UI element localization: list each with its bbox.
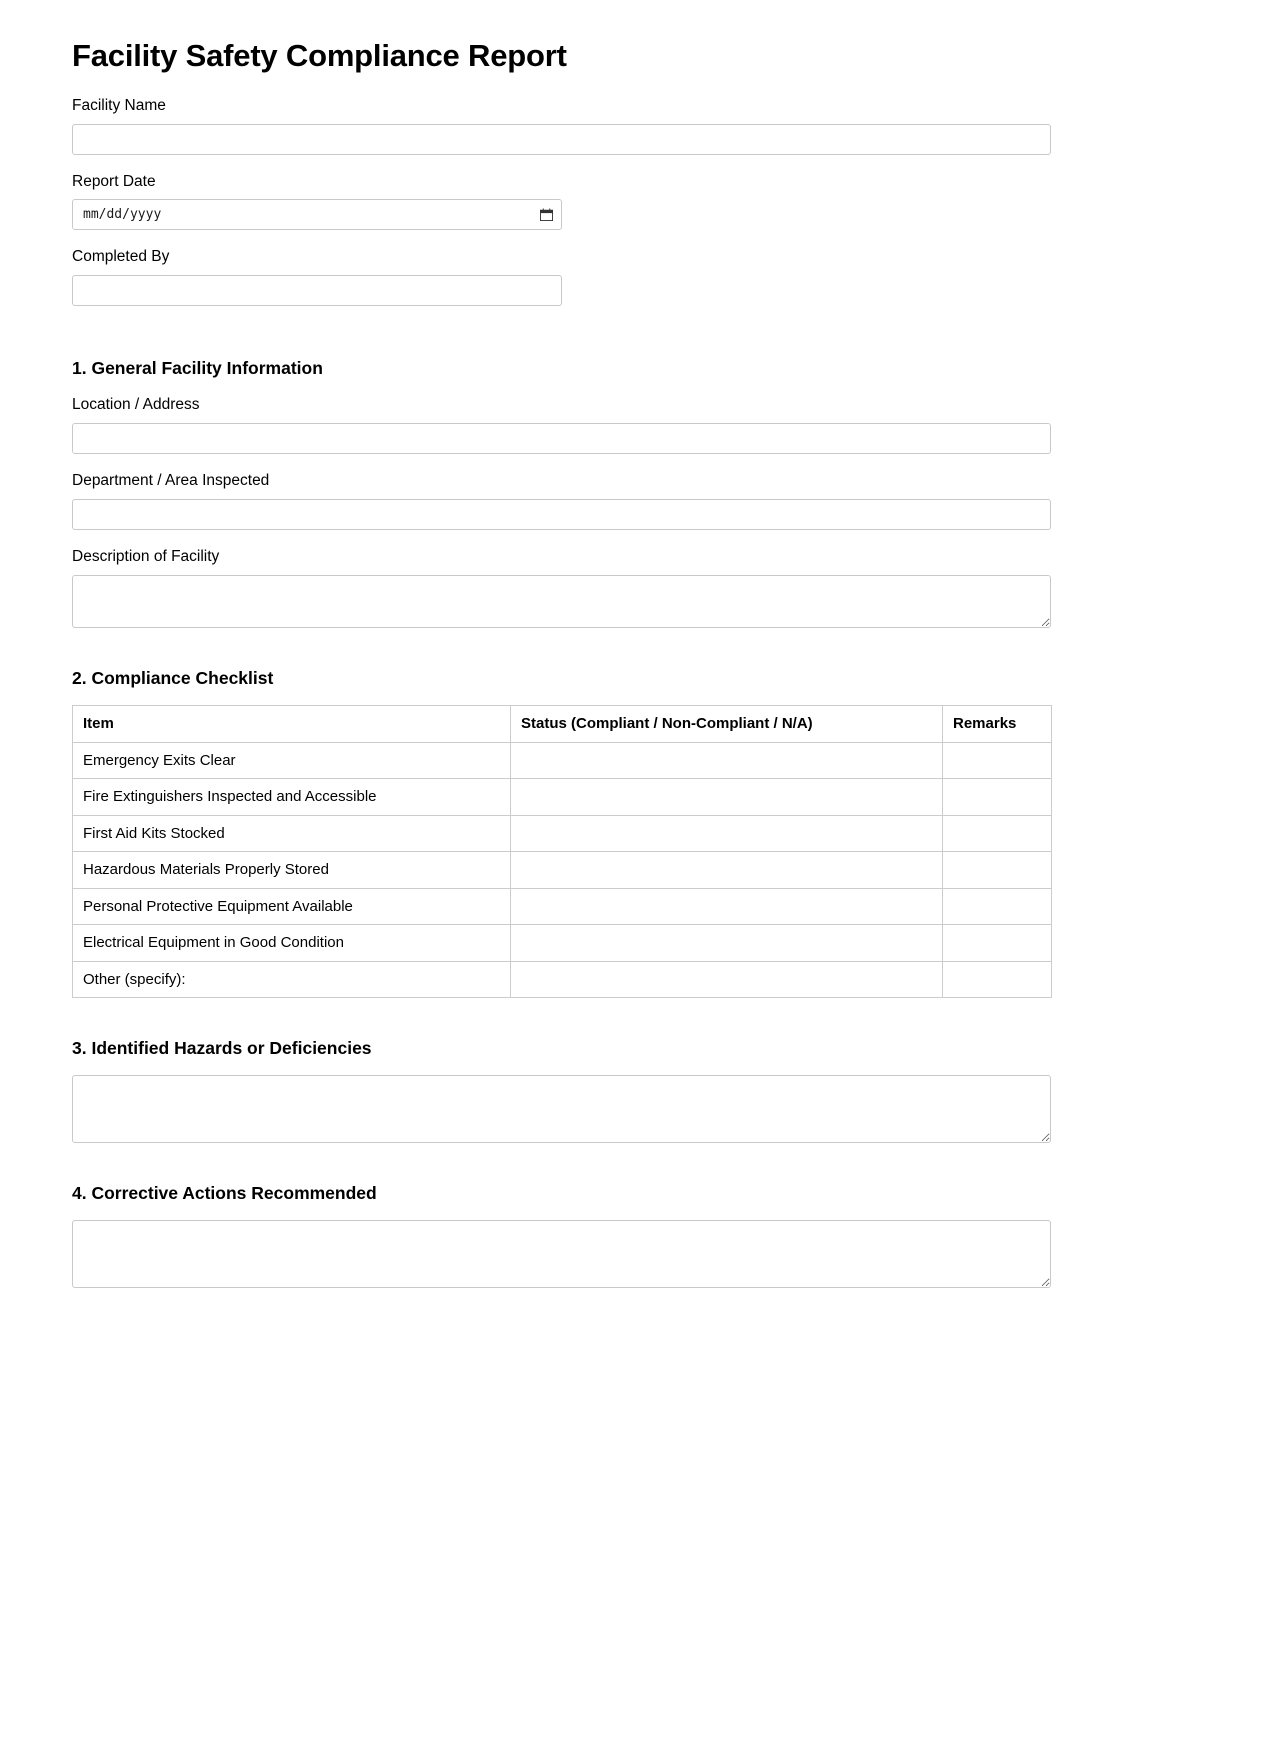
table-row: [73, 852, 1052, 889]
completed-by-input[interactable]: [72, 275, 562, 306]
description-label: Description of Facility: [72, 548, 220, 566]
checklist-remarks-cell[interactable]: [943, 852, 1052, 889]
field-description: [72, 547, 1191, 628]
checklist-remarks-cell[interactable]: [943, 888, 1052, 925]
checklist-body: [73, 742, 1052, 998]
checklist-status-cell[interactable]: [511, 742, 943, 779]
checklist-item-label: Electrical Equipment in Good Condition: [73, 925, 511, 962]
department-label: Department / Area Inspected: [72, 472, 270, 490]
completed-by-label: Completed By: [72, 248, 170, 266]
checklist-remarks-cell[interactable]: [943, 961, 1052, 998]
checklist-status-cell[interactable]: [511, 888, 943, 925]
corrective-actions-textarea[interactable]: [72, 1220, 1051, 1288]
department-input[interactable]: [72, 499, 1051, 530]
report-date-label: Report Date: [72, 172, 156, 190]
field-report-date: [72, 172, 1191, 231]
column-header-status: Status (Compliant / Non-Compliant / N/A): [511, 706, 943, 743]
report-date-placeholder: mm/dd/yyyy: [83, 207, 162, 223]
checklist-remarks-cell[interactable]: [943, 779, 1052, 816]
checklist-item-label: First Aid Kits Stocked: [73, 815, 511, 852]
column-header-remarks: Remarks: [943, 706, 1052, 743]
page-title: Facility Safety Compliance Report: [72, 38, 567, 73]
checklist-status-cell[interactable]: [511, 779, 943, 816]
table-row: [73, 961, 1052, 998]
table-row: [73, 815, 1052, 852]
checklist-remarks-cell[interactable]: [943, 925, 1052, 962]
field-location: [72, 395, 1191, 454]
table-row: [73, 742, 1052, 779]
checklist-status-cell[interactable]: [511, 925, 943, 962]
checklist-status-cell[interactable]: [511, 815, 943, 852]
table-header-row: [73, 706, 1052, 743]
description-textarea[interactable]: [72, 575, 1051, 628]
section-heading-general: 1. General Facility Information: [72, 358, 323, 379]
table-row: [73, 888, 1052, 925]
compliance-checklist-table: [72, 705, 1052, 998]
checklist-remarks-cell[interactable]: [943, 742, 1052, 779]
table-row: [73, 779, 1052, 816]
checklist-status-cell[interactable]: [511, 961, 943, 998]
hazards-textarea[interactable]: [72, 1075, 1051, 1143]
location-input[interactable]: [72, 423, 1051, 454]
checklist-item-label: Hazardous Materials Properly Stored: [73, 852, 511, 889]
facility-name-input[interactable]: [72, 124, 1051, 155]
section-heading-checklist: 2. Compliance Checklist: [72, 668, 274, 689]
checklist-item-label: Fire Extinguishers Inspected and Accessible: [73, 779, 511, 816]
field-facility-name: [72, 96, 1191, 155]
field-department: [72, 471, 1191, 530]
checklist-status-cell[interactable]: [511, 852, 943, 889]
location-label: Location / Address: [72, 396, 200, 414]
checklist-item-label: Other (specify):: [73, 961, 511, 998]
field-completed-by: [72, 247, 1191, 306]
table-row: [73, 925, 1052, 962]
report-date-input[interactable]: [72, 199, 562, 230]
calendar-icon[interactable]: [540, 208, 553, 221]
checklist-item-label: Personal Protective Equipment Available: [73, 888, 511, 925]
checklist-remarks-cell[interactable]: [943, 815, 1052, 852]
facility-name-label: Facility Name: [72, 96, 166, 114]
column-header-item: Item: [73, 706, 511, 743]
checklist-item-label: Emergency Exits Clear: [73, 742, 511, 779]
section-heading-hazards: 3. Identified Hazards or Deficiencies: [72, 1038, 372, 1059]
section-heading-corrective-actions: 4. Corrective Actions Recommended: [72, 1183, 377, 1204]
